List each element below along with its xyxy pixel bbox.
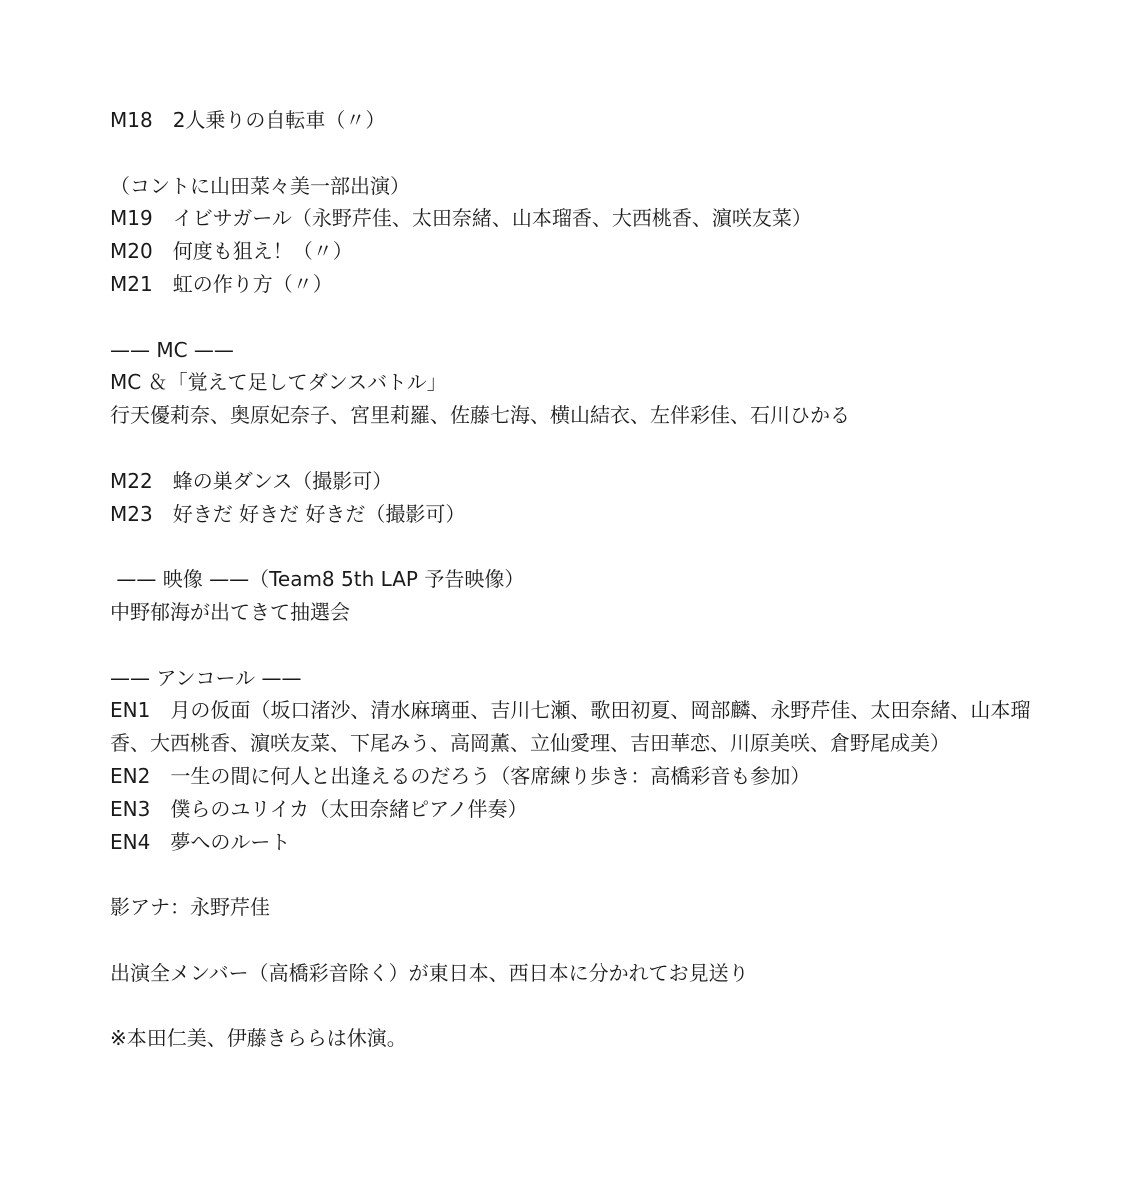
setlist-document (110, 104, 1050, 1055)
setlist-line-en2: EN2 一生の間に何人と出逢えるのだろう（客席練り歩き：高橋彩音も参加） (110, 763, 811, 788)
blank-line (110, 924, 1050, 957)
setlist-line-m22: M22 蜂の巣ダンス（撮影可） (110, 468, 393, 493)
setlist-line-m19: M19 イビサガール（永野芹佳、太田奈緒、山本瑠香、大西桃香、濵咲友菜） (110, 206, 812, 231)
blank-line (110, 301, 1050, 334)
setlist-line-m20: M20 何度も狙え！（〃） (110, 239, 353, 264)
hi-touch-note: 出演全メンバー（高橋彩音除く）が東日本、西日本に分かれてお見送り (110, 960, 749, 985)
kage-ana-note: 影アナ：永野芹佳 (110, 895, 270, 920)
mc-section-header: —— MC —— (110, 337, 234, 362)
blank-line (110, 530, 1050, 563)
mc-title: MC ＆「覚えて足してダンスバトル」 (110, 370, 447, 395)
blank-line (110, 432, 1050, 465)
mc-members: 行天優莉奈、奥原妃奈子、宮里莉羅、佐藤七海、横山結衣、左伴彩佳、石川ひかる (110, 403, 850, 428)
setlist-line-m23: M23 好きだ 好きだ 好きだ（撮影可） (110, 501, 466, 526)
blank-line (110, 990, 1050, 1023)
conte-note: （コントに山田菜々美一部出演） (110, 173, 410, 198)
blank-line (110, 137, 1050, 170)
blank-line (110, 629, 1050, 662)
absent-note: ※本田仁美、伊藤きららは休演。 (110, 1026, 407, 1051)
encore-section-header: —— アンコール —— (110, 665, 302, 690)
setlist-line-en3: EN3 僕らのユリイカ（太田奈緒ピアノ伴奏） (110, 796, 528, 821)
setlist-line-m18: M18 2人乗りの自転車（〃） (110, 108, 386, 132)
setlist-line-en4: EN4 夢へのルート (110, 829, 291, 854)
setlist-line-m21: M21 虹の作り方（〃） (110, 271, 333, 296)
blank-line (110, 858, 1050, 891)
lottery-note: 中野郁海が出てきて抽選会 (110, 599, 350, 624)
video-section-header: —— 映像 ——（Team8 5th LAP 予告映像） (110, 567, 525, 592)
setlist-line-en1: EN1 月の仮面（坂口渚沙、清水麻璃亜、吉川七瀬、歌田初夏、岡部麟、永野芹佳、太田奈緒、山本瑠香、大西桃香、濵咲友菜、下尾みう、高岡薫、立仙愛理、吉田華恋、川原美咲、倉野尾成美） (110, 698, 1031, 756)
